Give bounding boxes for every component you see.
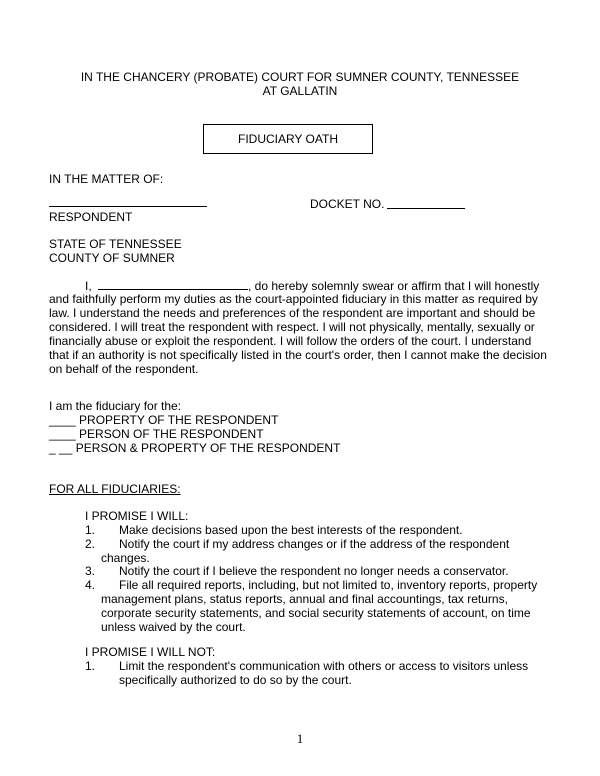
promise-item-line: Notify the court if my address changes or if the address of the respondent [119, 537, 510, 551]
matter-label: IN THE MATTER OF: [49, 172, 164, 186]
document-title: FIDUCIARY OATH [237, 132, 338, 146]
fiduciary-for-label: I am the fiduciary for the: [49, 399, 182, 413]
promise-item-line: changes. [101, 551, 150, 565]
state-label: STATE OF TENNESSEE [49, 237, 182, 251]
oath-line: and faithfully perform my duties as the court-appointed fiduciary in this matter as required by [49, 292, 538, 306]
option-blank[interactable]: ____ [49, 427, 76, 441]
promise-not-item-line: Limit the respondent's communication with others or access to visitors unless [119, 659, 529, 673]
respondent-name-line[interactable] [49, 206, 207, 207]
promise-item-line: unless waived by the court. [101, 620, 246, 634]
promise-item-line: File all required reports, including, but not limited to, inventory reports, property [119, 578, 538, 592]
page-number: 1 [296, 731, 304, 746]
docket-number-line[interactable] [387, 208, 465, 209]
list-number: 1. [85, 659, 96, 673]
fiduciary-option-person[interactable] [49, 427, 264, 441]
promise-item-line: management plans, status reports, annual and final accountings, tax returns, [101, 592, 508, 606]
fiduciary-name-line[interactable] [98, 278, 248, 290]
option-label: PERSON & PROPERTY OF THE RESPONDENT [75, 441, 341, 455]
oath-first-line [85, 278, 539, 293]
list-number: 1. [85, 523, 96, 537]
fiduciary-option-person-property[interactable] [49, 441, 340, 455]
promise-item-line: Notify the court if I believe the respondent no longer needs a conservator. [119, 564, 509, 578]
list-number: 3. [85, 564, 96, 578]
option-label: PROPERTY OF THE RESPONDENT [79, 413, 279, 427]
list-number: 4. [85, 578, 96, 592]
oath-line: financially abuse or exploit the respondent. I will follow the orders of the court. I understand [49, 334, 532, 348]
promise-item-line: Make decisions based upon the best interests of the respondent. [119, 523, 463, 537]
respondent-label: RESPONDENT [49, 210, 133, 224]
fiduciary-option-property[interactable] [49, 413, 278, 427]
promise-will-not-heading: I PROMISE I WILL NOT: [85, 645, 216, 659]
docket-label: DOCKET NO. [310, 197, 385, 211]
oath-line: considered. I will treat the respondent with respect. I will not physically, mentally, sexually or [49, 320, 535, 334]
document-title-box [203, 124, 373, 154]
county-label: COUNTY OF SUMNER [49, 251, 175, 265]
oath-line: law. I understand the needs and preferences of the respondent are important and should be [49, 306, 536, 320]
list-number: 2. [85, 537, 96, 551]
promise-item-line: corporate security statements, and social security statements of account, on time [101, 606, 531, 620]
option-blank[interactable]: ____ [49, 413, 76, 427]
oath-line: that if an authority is not specifically listed in the court's order, then I cannot make the decision [49, 348, 547, 362]
court-header-line-1: IN THE CHANCERY (PROBATE) COURT FOR SUMNER COUNTY, TENNESSEE [80, 70, 520, 84]
oath-first-line-rest: , do hereby solemnly swear or affirm that I will honestly [248, 279, 540, 293]
promise-not-item-line: specifically authorized to do so by the court. [119, 673, 352, 687]
promise-will-heading: I PROMISE I WILL: [85, 509, 189, 523]
option-blank[interactable]: _ __ [49, 441, 73, 455]
oath-prefix: I, [85, 279, 92, 293]
option-label: PERSON OF THE RESPONDENT [79, 427, 264, 441]
court-header-line-2: AT GALLATIN [262, 84, 338, 98]
all-fiduciaries-heading: FOR ALL FIDUCIARIES: [49, 482, 181, 496]
oath-line: on behalf of the respondent. [49, 362, 199, 376]
